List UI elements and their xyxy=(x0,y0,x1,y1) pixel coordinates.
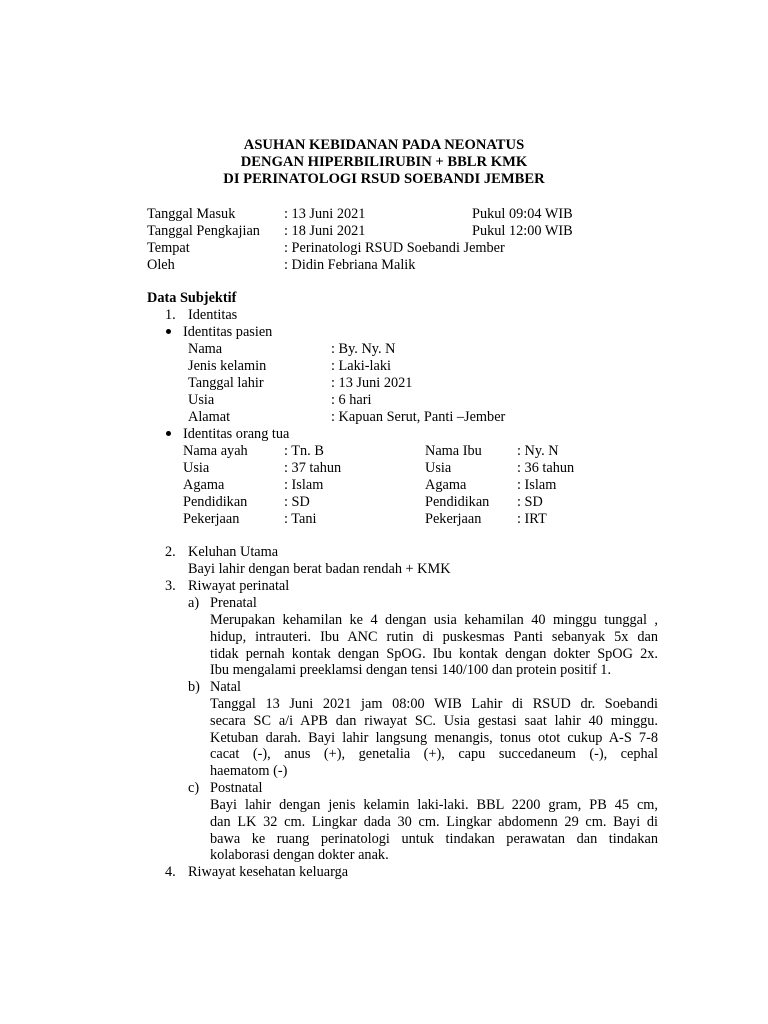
riwayat-perinatal-heading: Riwayat perinatal xyxy=(188,578,290,594)
natal-paragraph xyxy=(210,696,658,780)
natal-line: cacat (-), anus (+), genetalia (+), capu succedaneum (-), cephal xyxy=(210,746,658,763)
ibu-pekerjaan-value: : IRT xyxy=(517,511,547,527)
identitas-pasien-heading: Identitas pasien xyxy=(183,324,273,340)
ibu-usia-value: : 36 tahun xyxy=(517,460,575,476)
bullet-icon xyxy=(166,329,171,334)
tanggal-masuk-value: : 13 Juni 2021 xyxy=(284,206,366,222)
marker-c: c) xyxy=(188,780,200,796)
natal-line: Tanggal 13 Juni 2021 jam 08:00 WIB Lahir di RSUD dr. Soebandi xyxy=(210,696,658,712)
natal-line: secara SC a/i APB dan riwayat SC. Usia gestasi saat lahir 40 minggu. xyxy=(210,712,658,729)
doc-title-line-1: ASUHAN KEBIDANAN PADA NEONATUS xyxy=(243,137,525,153)
ibu-agama-label: Agama xyxy=(425,477,467,493)
ayah-usia-label: Usia xyxy=(183,460,210,476)
ayah-pendidikan-label: Pendidikan xyxy=(183,494,248,510)
ayah-nama-label: Nama ayah xyxy=(183,443,248,459)
postnatal-heading: Postnatal xyxy=(210,780,263,796)
pasien-alamat-label: Alamat xyxy=(188,409,231,425)
tempat-value: : Perinatologi RSUD Soebandi Jember xyxy=(284,240,505,256)
ibu-agama-value: : Islam xyxy=(517,477,557,493)
oleh-label: Oleh xyxy=(147,257,175,273)
item-number-4: 4. xyxy=(165,864,176,880)
postnatal-paragraph xyxy=(210,797,658,864)
item-number-2: 2. xyxy=(165,544,176,560)
ayah-usia-value: : 37 tahun xyxy=(284,460,342,476)
tanggal-pengkajian-label: Tanggal Pengkajian xyxy=(147,223,260,239)
natal-line: Ketuban darah. Bayi lahir langsung menangis, tonus otot cukup A-S 7-8 xyxy=(210,729,658,746)
tempat-label: Tempat xyxy=(147,240,190,256)
marker-b: b) xyxy=(188,679,200,695)
identitas-heading: Identitas xyxy=(188,307,238,323)
ayah-pekerjaan-value: : Tani xyxy=(284,511,317,527)
item-number-3: 3. xyxy=(165,578,176,594)
postnatal-line: kolaborasi dengan dokter anak. xyxy=(210,847,389,864)
tanggal-masuk-time: Pukul 09:04 WIB xyxy=(472,206,573,222)
prenatal-line: Ibu mengalami preeklamsi dengan tensi 140/100 dan protein positif 1. xyxy=(210,662,612,679)
postnatal-line: bawa ke ruang perinatologi untuk tindakan perawatan dan tindakan xyxy=(210,830,658,847)
keluhan-utama-text: Bayi lahir dengan berat badan rendah + KMK xyxy=(188,561,451,577)
pasien-nama-label: Nama xyxy=(188,341,223,357)
pasien-jenis-kelamin-label: Jenis kelamin xyxy=(188,358,267,374)
natal-line: haematom (-) xyxy=(210,763,288,780)
riwayat-kesehatan-keluarga-heading: Riwayat kesehatan keluarga xyxy=(188,864,349,880)
pasien-tanggal-lahir-label: Tanggal lahir xyxy=(188,375,264,391)
prenatal-line: hidup, intrauteri. Ibu ANC rutin di puskesmas Panti sebanyak 5x dan xyxy=(210,628,658,645)
bullet-icon xyxy=(166,431,171,436)
tanggal-pengkajian-value: : 18 Juni 2021 xyxy=(284,223,366,239)
natal-heading: Natal xyxy=(210,679,241,695)
prenatal-line: tidak pernah kontak dengan SpOG. Ibu kontak dengan dokter SpOG 2x. xyxy=(210,645,658,662)
pasien-nama-value: : By. Ny. N xyxy=(331,341,396,357)
ayah-pekerjaan-label: Pekerjaan xyxy=(183,511,240,527)
pasien-alamat-value: : Kapuan Serut, Panti –Jember xyxy=(331,409,506,425)
ayah-pendidikan-value: : SD xyxy=(284,494,310,510)
ibu-pekerjaan-label: Pekerjaan xyxy=(425,511,482,527)
prenatal-heading: Prenatal xyxy=(210,595,257,611)
marker-a: a) xyxy=(188,595,200,611)
tanggal-masuk-label: Tanggal Masuk xyxy=(147,206,236,222)
doc-title-line-3: DI PERINATOLOGI RSUD SOEBANDI JEMBER xyxy=(223,171,545,187)
ibu-pendidikan-value: : SD xyxy=(517,494,543,510)
prenatal-line: Merupakan kehamilan ke 4 dengan usia kehamilan 40 minggu tunggal , xyxy=(210,612,658,628)
keluhan-utama-heading: Keluhan Utama xyxy=(188,544,279,560)
tanggal-pengkajian-time: Pukul 12:00 WIB xyxy=(472,223,573,239)
ibu-pendidikan-label: Pendidikan xyxy=(425,494,490,510)
pasien-tanggal-lahir-value: : 13 Juni 2021 xyxy=(331,375,413,391)
doc-title-line-2: DENGAN HIPERBILIRUBIN + BBLR KMK xyxy=(240,154,528,170)
postnatal-line: dan LK 32 cm. Lingkar dada 30 cm. Lingkar abdomenn 29 cm. Bayi di xyxy=(210,813,658,830)
identitas-orang-tua-heading: Identitas orang tua xyxy=(183,426,290,442)
ibu-nama-label: Nama Ibu xyxy=(425,443,482,459)
postnatal-line: Bayi lahir dengan jenis kelamin laki-laki. BBL 2200 gram, PB 45 cm, xyxy=(210,797,658,813)
ayah-agama-value: : Islam xyxy=(284,477,324,493)
item-number-1: 1. xyxy=(165,307,176,323)
oleh-value: : Didin Febriana Malik xyxy=(284,257,416,273)
pasien-usia-label: Usia xyxy=(188,392,215,408)
pasien-jenis-kelamin-value: : Laki-laki xyxy=(331,358,391,374)
pasien-usia-value: : 6 hari xyxy=(331,392,372,408)
prenatal-paragraph xyxy=(210,612,658,679)
ibu-usia-label: Usia xyxy=(425,460,452,476)
ayah-nama-value: : Tn. B xyxy=(284,443,324,459)
data-subjektif-heading: Data Subjektif xyxy=(147,290,237,306)
ayah-agama-label: Agama xyxy=(183,477,225,493)
ibu-nama-value: : Ny. N xyxy=(517,443,559,459)
